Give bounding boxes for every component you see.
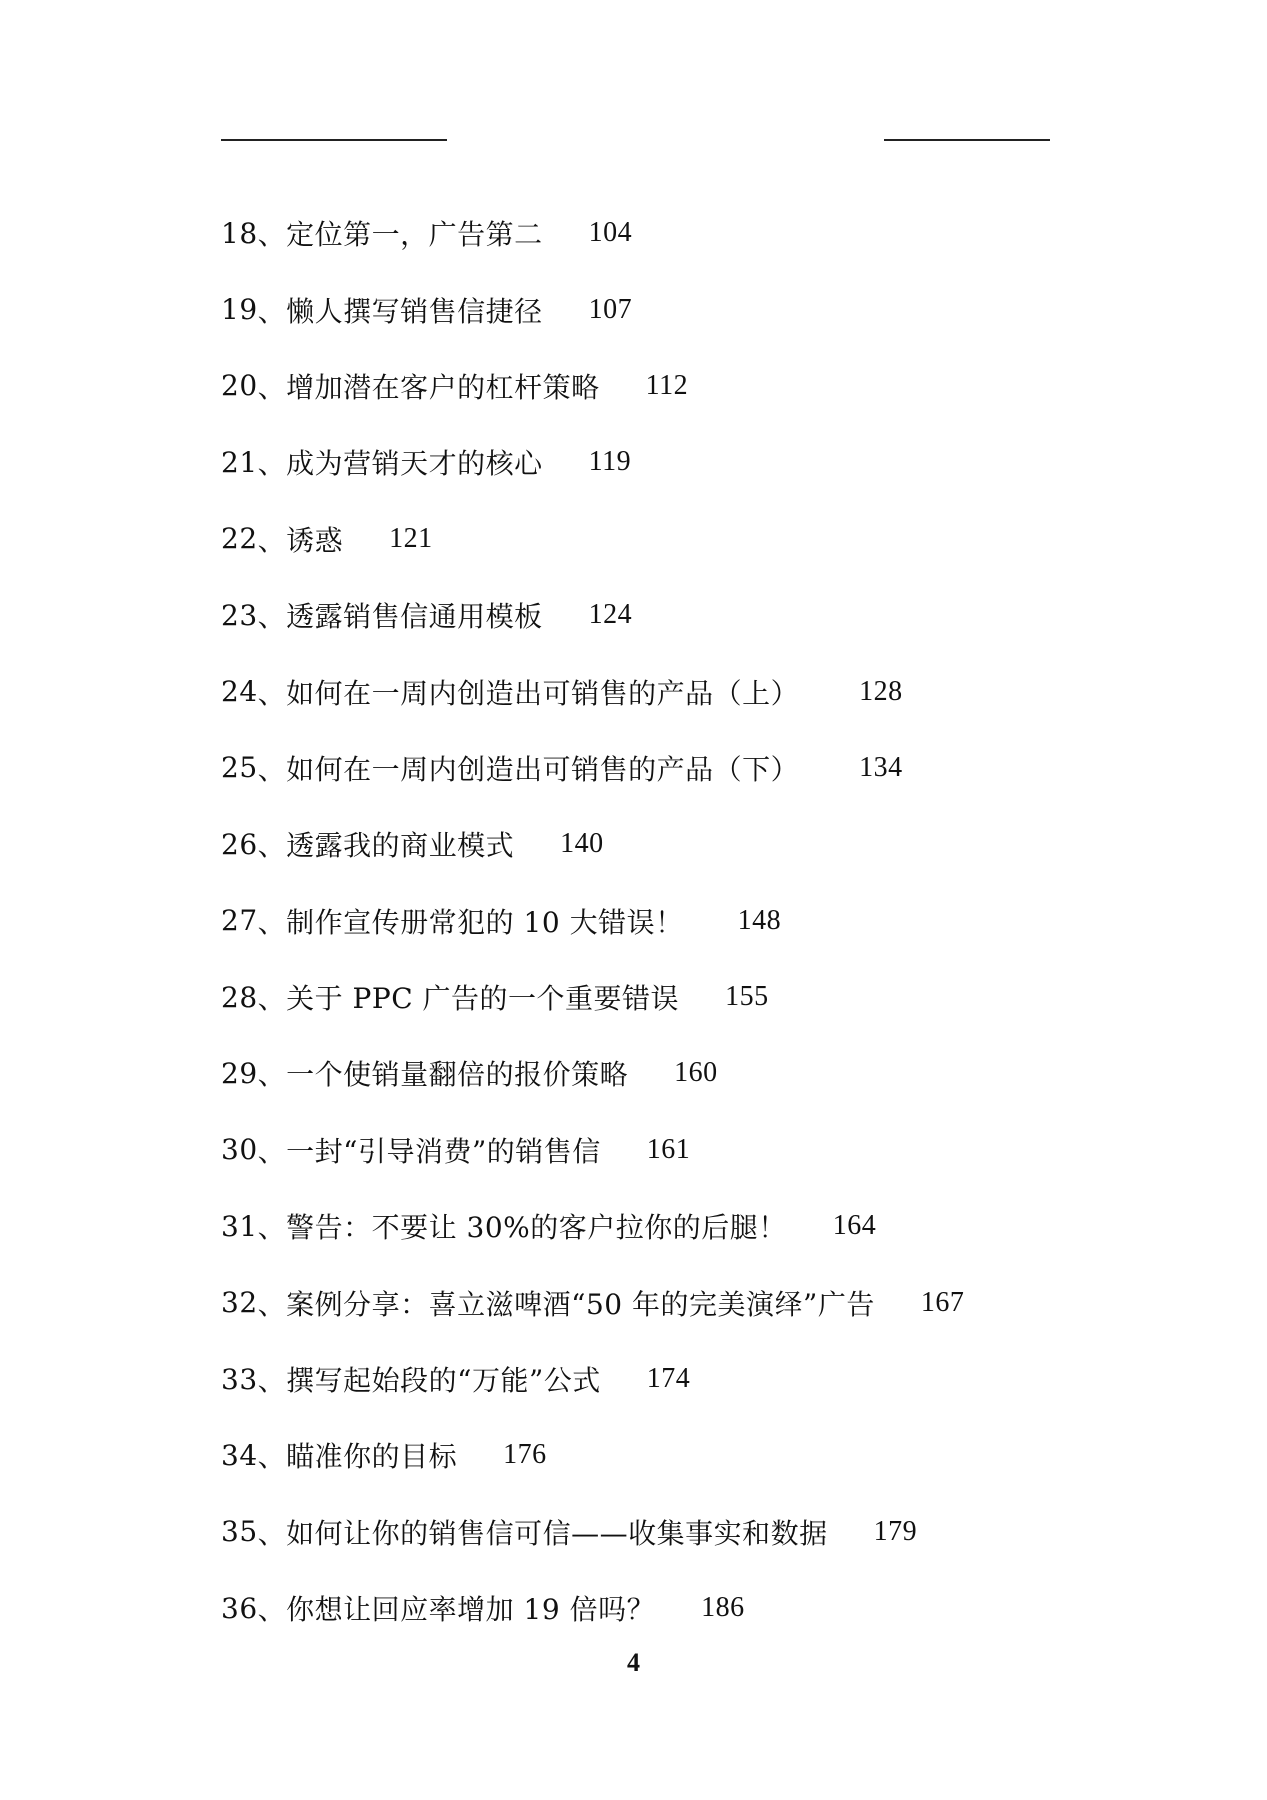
toc-entry-page: 161 xyxy=(646,1133,691,1165)
toc-entry-title: 如何在一周内创造出可销售的产品（下） xyxy=(286,752,800,786)
toc-entry-title: 警告：不要让 30%的客户拉你的后腿！ xyxy=(286,1211,787,1245)
toc-entry-page: 164 xyxy=(832,1210,877,1242)
toc-entry-title: 透露我的商业模式 xyxy=(286,829,515,863)
toc-entry-number: 23 xyxy=(221,598,258,632)
toc-entry-page: 160 xyxy=(674,1057,718,1089)
toc-entry-title: 你想让回应率增加 19 倍吗？ xyxy=(286,1593,656,1627)
toc-entry xyxy=(221,271,1121,347)
toc-entry-separator: 、 xyxy=(257,600,287,634)
toc-entry-page: 107 xyxy=(588,293,633,325)
toc-entry-number: 19 xyxy=(221,293,258,327)
toc-entry xyxy=(221,501,1121,577)
toc-entry-number: 27 xyxy=(221,904,258,938)
toc-entry xyxy=(221,195,1121,271)
toc-entry-title: 诱惑 xyxy=(286,523,344,557)
toc-entry-page: 124 xyxy=(588,599,633,631)
toc-entry-separator: 、 xyxy=(257,676,287,710)
toc-entry xyxy=(221,883,1121,959)
toc-entry-title: 瞄准你的目标 xyxy=(286,1440,458,1474)
toc-entry-page: 104 xyxy=(588,217,633,249)
toc-entry-number: 22 xyxy=(221,522,258,556)
toc-entry xyxy=(221,1417,1121,1493)
toc-entry-page: 174 xyxy=(646,1363,691,1395)
toc-entry-page: 186 xyxy=(701,1592,745,1624)
toc-entry-title: 定位第一，广告第二 xyxy=(286,218,543,252)
toc-entry xyxy=(221,424,1121,500)
toc-entry-page: 121 xyxy=(389,522,433,554)
toc-entry-separator: 、 xyxy=(257,1440,287,1474)
toc-entry-number: 25 xyxy=(221,751,258,785)
toc-entry-separator: 、 xyxy=(257,1211,287,1245)
toc-entry-page: 176 xyxy=(503,1439,547,1471)
toc-entry-separator: 、 xyxy=(257,1593,287,1627)
toc-entry-title: 增加潜在客户的杠杆策略 xyxy=(286,370,600,404)
toc-entry-title: 如何让你的销售信可信——收集事实和数据 xyxy=(286,1516,828,1550)
toc-entry-number: 36 xyxy=(221,1591,258,1625)
toc-entry-title: 关于 PPC 广告的一个重要错误 xyxy=(286,982,680,1016)
header-rule-left xyxy=(221,139,447,141)
toc-entry-separator: 、 xyxy=(257,294,287,328)
toc-entry-page: 119 xyxy=(588,446,632,478)
page-number: 4 xyxy=(627,1648,640,1677)
toc-entry-page: 140 xyxy=(560,828,604,860)
toc-entry-page: 148 xyxy=(737,904,782,936)
toc-entry xyxy=(221,959,1121,1035)
toc-entry-number: 34 xyxy=(221,1438,258,1472)
toc-entry-page: 128 xyxy=(859,675,903,707)
toc-entry-number: 30 xyxy=(221,1133,258,1167)
toc-entry-number: 24 xyxy=(221,675,258,709)
toc-entry-title: 懒人撰写销售信捷径 xyxy=(286,294,543,328)
toc-entry-title: 透露销售信通用模板 xyxy=(286,600,543,634)
toc-entry xyxy=(221,1264,1121,1340)
toc-entry xyxy=(221,1341,1121,1417)
toc-entry xyxy=(221,806,1121,882)
toc-entry-page: 155 xyxy=(725,981,769,1013)
toc-entry-separator: 、 xyxy=(257,829,287,863)
toc-entry-number: 29 xyxy=(221,1056,258,1090)
toc-entry xyxy=(221,1188,1121,1264)
table-of-contents xyxy=(221,195,1121,1646)
toc-entry xyxy=(221,577,1121,653)
toc-entry xyxy=(221,653,1121,729)
header-rule-right xyxy=(884,139,1050,141)
toc-entry-separator: 、 xyxy=(257,1134,287,1168)
toc-entry-separator: 、 xyxy=(257,1058,287,1092)
toc-entry-number: 18 xyxy=(221,216,258,250)
toc-entry-separator: 、 xyxy=(257,370,287,404)
toc-entry-page: 179 xyxy=(873,1515,918,1547)
toc-entry-title: 撰写起始段的“万能”公式 xyxy=(286,1364,601,1398)
toc-entry-separator: 、 xyxy=(257,447,287,481)
toc-entry-separator: 、 xyxy=(257,1516,287,1550)
toc-entry-number: 20 xyxy=(221,369,258,403)
toc-entry xyxy=(221,1494,1121,1570)
toc-entry-number: 31 xyxy=(221,1209,258,1243)
toc-entry xyxy=(221,1112,1121,1188)
toc-entry-number: 28 xyxy=(221,980,258,1014)
toc-entry-separator: 、 xyxy=(257,905,287,939)
toc-entry-title: 成为营销天才的核心 xyxy=(286,447,543,481)
toc-entry-separator: 、 xyxy=(257,523,287,557)
toc-entry-page: 134 xyxy=(859,751,903,783)
toc-entry-page: 167 xyxy=(920,1286,965,1318)
toc-entry-title: 制作宣传册常犯的 10 大错误！ xyxy=(286,905,684,939)
toc-entry xyxy=(221,1570,1121,1646)
toc-entry-separator: 、 xyxy=(257,982,287,1016)
toc-entry-separator: 、 xyxy=(257,1364,287,1398)
toc-entry-title: 案例分享：喜立滋啤酒“50 年的完美演绎”广告 xyxy=(286,1287,875,1321)
toc-entry-separator: 、 xyxy=(257,752,287,786)
toc-entry-title: 一个使销量翻倍的报价策略 xyxy=(286,1058,629,1092)
toc-entry-page: 112 xyxy=(645,369,689,401)
toc-entry xyxy=(221,348,1121,424)
toc-entry-separator: 、 xyxy=(257,1287,287,1321)
toc-entry-number: 26 xyxy=(221,827,258,861)
toc-entry xyxy=(221,1035,1121,1111)
toc-entry-number: 32 xyxy=(221,1286,258,1320)
toc-entry-separator: 、 xyxy=(257,218,287,252)
toc-entry-title: 如何在一周内创造出可销售的产品（上） xyxy=(286,676,800,710)
toc-entry-number: 33 xyxy=(221,1362,258,1396)
toc-entry-number: 35 xyxy=(221,1515,258,1549)
toc-entry-number: 21 xyxy=(221,445,258,479)
toc-entry xyxy=(221,730,1121,806)
toc-entry-title: 一封“引导消费”的销售信 xyxy=(286,1134,601,1168)
